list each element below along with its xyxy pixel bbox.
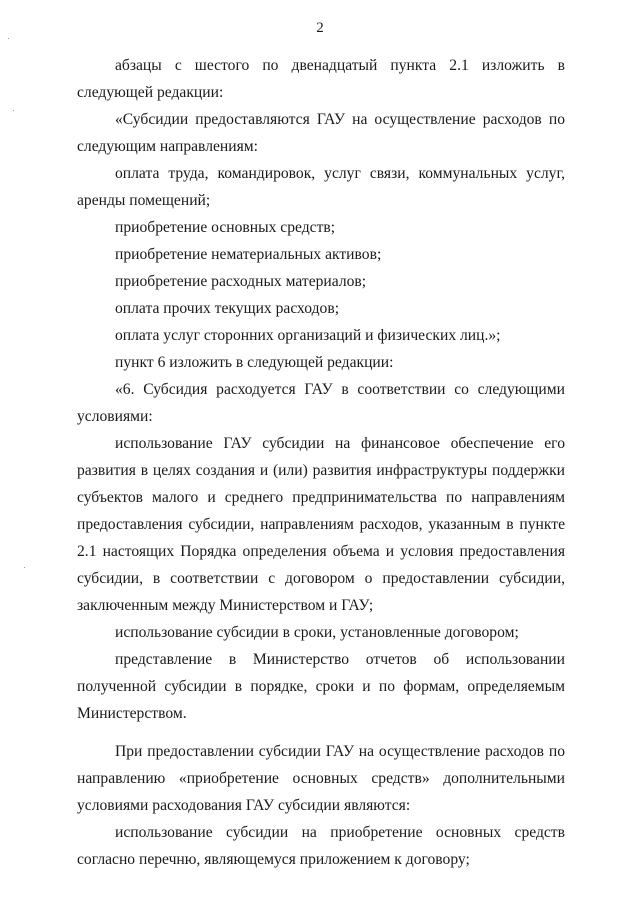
list-item-third-party-services: оплата услуг сторонних организаций и физических лиц.»; — [115, 327, 501, 344]
scan-speck — [13, 110, 14, 111]
list-item-consumables: приобретение расходных материалов; — [115, 273, 367, 290]
page-number: 2 — [316, 20, 324, 36]
condition-use-for-development: использование ГАУ субсидии на финансовое обеспечение его развития в целях создания и (или) развития инфраструктуры поддержки субъектов малого и среднего предпринимательства по направлениям предоставления субсидии, направлениям расходов, указанным в пункте 2.1 настоящих Порядка определения объема и условия предоставления субсидии, в соответствии с договором о предоставлении субсидии, заключенным между Министерством и ГАУ; — [77, 435, 565, 614]
condition-asset-list: использование субсидии на приобретение основных средств согласно перечню, являющемуся приложением к договору; — [77, 824, 565, 868]
paragraph-amend-6: пункт 6 изложить в следующей редакции: — [115, 354, 394, 371]
paragraph-additional-conditions: При предоставлении субсидии ГАУ на осуществление расходов по направлению «приобретение основных средств» дополнительными условиями расходования ГАУ субсидии являются: — [77, 743, 565, 814]
list-item-other-expenses: оплата прочих текущих расходов; — [115, 300, 340, 317]
list-item-intangible-assets: приобретение нематериальных активов; — [115, 246, 382, 263]
paragraph-amend-2-1: абзацы с шестого по двенадцатый пункта 2.1 изложить в следующей редакции: — [77, 57, 565, 101]
list-item-labor-costs: оплата труда, командировок, услуг связи, коммунальных услуг, аренды помещений; — [77, 165, 565, 209]
scan-speck — [24, 567, 25, 568]
list-item-fixed-assets: приобретение основных средств; — [115, 219, 336, 236]
scan-speck — [8, 38, 9, 39]
document-body — [77, 52, 565, 873]
condition-use-in-time: использование субсидии в сроки, установленные договором; — [115, 624, 519, 641]
condition-reporting: представление в Министерство отчетов об использовании полученной субсидии в порядке, сроки и по формам, определяемым Министерством. — [77, 651, 565, 722]
paragraph-subsidy-conditions: «6. Субсидия расходуется ГАУ в соответствии со следующими условиями: — [77, 381, 565, 425]
paragraph-subsidy-directions: «Субсидии предоставляются ГАУ на осуществление расходов по следующим направлениям: — [77, 111, 565, 155]
